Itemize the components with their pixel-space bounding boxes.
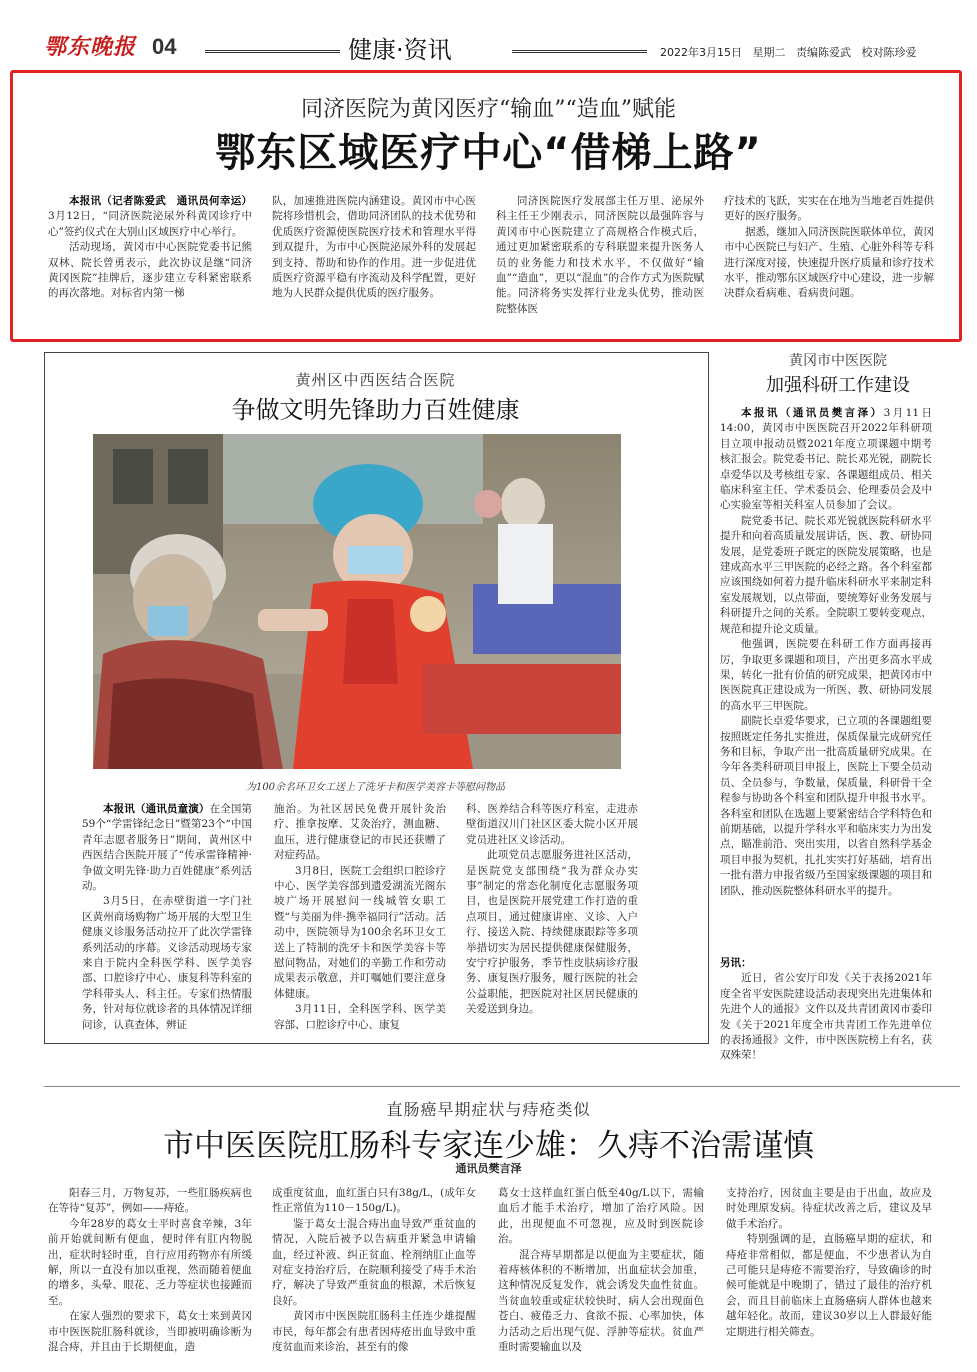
photo-caption: 为100余名环卫女工送上了洗牙卡和医学美容卡等慰问物品 bbox=[245, 782, 506, 793]
article2-text: 3月11日，全科医学科、医学美容部、口腔诊疗中心、康复 bbox=[274, 1003, 446, 1031]
issue-date: 2022年3月15日 bbox=[660, 46, 742, 59]
article1-text: 3月12日，“同济医院泌尿外科黄冈诊疗中心”签约仪式在大别山区域医疗中心举行。 bbox=[48, 210, 252, 238]
article3-text: 副院长卓爱华要求，已立项的各课题组要按照既定任务扎实推进，保质保量完成研究任务和目标，争取产出一批高质量研究成果。在今年各类科研项目申报上，医院上下要全员动员、全员参与，争数量，保质量，科研骨干全程参与协助各个科室和团队提升申报书水平。各科室和团队在选题上要紧密结合学科特色和前期基础，以提升学科水平和临床实力为出发点，瞄准前沿、突出实用，以省自然科学基金项目申报为契机，扎扎实实打好基础，培育出一批有潜力申报省级乃至国家级课题的项目和团队，推动医院整体科研水平的提升。 bbox=[720, 715, 932, 897]
article1-text: 疗技术的飞跃，实实在在地为当地老百姓提供更好的医疗服务。 bbox=[724, 195, 934, 223]
article1-subtitle: 同济医院为黄冈医疗“输血”“造血”赋能 bbox=[301, 97, 676, 122]
article1-col1 bbox=[48, 194, 252, 324]
article3-text: 他强调，医院要在科研工作方面再接再厉，争取更多课题和项目，产出更多高水平成果，转化一批有价值的研究成果，把黄冈市中医医院真正建设成为一所医、教、研协同发展的高水平三甲医院。 bbox=[720, 638, 932, 712]
article3-text: 3月11日14:00，黄冈市中医医院召开2022年科研项目立项申报动员暨2021年度立项课题中期考核汇报会。院党委书记、院长邓光锐，副院长卓爱华以及考核组专家、各课题组成员、相关临床科室主任、学术委员会、伦理委员会及中心实验室等相关科室人员参加了会议。 bbox=[720, 407, 932, 512]
newspaper-logo: 鄂东晚报 bbox=[44, 34, 137, 60]
article4-text: 特别强调的是，直肠癌早期的症状，和痔疮非常相似，都是便血，不少患者认为自己可能只是痔疮不需要治疗，导致确诊的时候可能就是中晚期了，错过了最佳的治疗机会，而且目前临床上直肠癌病人群体也越来越年轻化。故而，建议30岁以上人群最好能定期进行相关筛查。 bbox=[726, 1233, 932, 1338]
article4-text: 支持治疗，因贫血主要是由于出血，故应及时处理原发病。待症状改善之后，建议及早做手术治疗。 bbox=[726, 1187, 932, 1230]
article1-col4 bbox=[724, 194, 934, 324]
article3-byline: 本报讯（通讯员樊言泽） bbox=[741, 407, 884, 419]
dateline bbox=[660, 44, 917, 60]
volunteer-photo-illustration bbox=[93, 434, 621, 769]
article4-col2 bbox=[272, 1186, 476, 1366]
article4-text: 今年28岁的葛女士平时喜食辛辣，3年前开始就间断有便血，便时伴有肛内物脱出，症状时轻时重，自行应用药物亦有所缓解，所以一直没有加以重视，然而随着便血的增多，头晕、眼花、乏力等症状也接踵而至。 bbox=[48, 1217, 252, 1307]
article4-text: 混合痔早期都是以便血为主要症状，随着痔核体积的不断增加，出血症状会加重，这种情况反复发作，就会诱发失血性贫血。当贫血较重或症状较快时，病人会出现面色苍白、疲倦乏力、食欲不振、心率加快，体力活动之后出现气促、浮肿等症状。贫血严重时需要输血以及 bbox=[498, 1248, 704, 1354]
article4-col4 bbox=[726, 1186, 932, 1366]
article4-byline: 通讯员樊言泽 bbox=[455, 1162, 522, 1175]
article1-col2 bbox=[272, 194, 476, 324]
article2-text: 3月8日，医院工会组织口腔诊疗中心、医学美容部到遗爱湖流光阁东坡广场开展慰问一线城管女职工暨“与美丽为伴·携幸福同行”活动。活动中，医院领导为100余名环卫女工送上了特制的洗牙卡和医学美容卡等慰问物品，对她们的辛勤工作和劳动成果表示敬意，并叮嘱她们要注意身体健康。 bbox=[274, 864, 446, 1000]
article2-col2 bbox=[274, 802, 446, 1034]
extra-news-label: 另讯： bbox=[720, 957, 752, 969]
article4-text: 鉴于葛女士混合痔出血导致严重贫血的情况，入院后被予以告病重并紧急申请输血，经过补液、纠正贫血、栓剂纳肛止血等对症支持治疗后，在院顺利接受了痔手术治疗，解决了导致严重贫血的根源，术后恢复良好。 bbox=[272, 1217, 476, 1307]
article2-subtitle: 黄州区中西医结合医院 bbox=[295, 371, 456, 389]
article2-col1 bbox=[82, 802, 252, 1034]
article3-title: 加强科研工作建设 bbox=[766, 375, 910, 396]
article4-text: 在家人强烈的要求下，葛女士来到黄冈市中医医院肛肠科就诊，当即被明确诊断为混合痔，并且由于长期便血，造 bbox=[48, 1310, 252, 1354]
article4-text: 成重度贫血，血红蛋白只有38g/L，(成年女性正常值为110－150g/L)。 bbox=[272, 1187, 476, 1215]
article1-col3 bbox=[496, 194, 704, 324]
article4-col3 bbox=[498, 1186, 704, 1366]
article3-extra bbox=[720, 956, 932, 1068]
article4-text: 葛女士这样血红蛋白低至40g/L以下，需输血后才能手术治疗，增加了治疗风险。因此，出现便血不可忽视，应及时到医院诊治。 bbox=[498, 1187, 704, 1246]
article3-text: 近日，省公安厅印发《关于表扬2021年度全省平安医院建设活动表现突出先进集体和先进个人的通报》文件以及共青团黄冈市委印发《关于2021年度全市共青团工作先进单位的表扬通报》文件，市中医医院榜上有名，获双殊荣！ bbox=[720, 972, 932, 1062]
article4-text: 黄冈市中医医院肛肠科主任连少雄提醒市民，每年都会有患者因痔疮出血导致中重度贫血而来诊治，甚至有的像 bbox=[272, 1310, 476, 1354]
article4-title: 市中医医院肛肠科专家连少雄：久痔不治需谨慎 bbox=[163, 1128, 814, 1164]
editor-credit: 责编陈爱武 bbox=[796, 46, 851, 59]
article2-text: 科、医养结合科等医疗科室，走进赤壁街道汉川门社区区委大院小区开展党员进社区义诊活动。 bbox=[466, 803, 638, 846]
news-photo bbox=[93, 434, 621, 769]
article2-col3 bbox=[466, 802, 638, 1034]
article2-text: 施治。为社区居民免费开展针灸治疗、推拿按摩、艾灸治疗，测血糖、血压，进行健康登记的市民还获赠了对症药品。 bbox=[274, 803, 446, 862]
article1-byline: 本报讯（记者陈爱武 通讯员何幸运） bbox=[69, 195, 252, 207]
article3-body bbox=[720, 406, 932, 954]
article1-text: 活动现场，黄冈市中心医院党委书记熊双林、院长曾勇表示，此次协议是继“同济黄冈医院”挂牌后，逐步建立专科紧密联系的再次落地。对标省内第一梯 bbox=[48, 241, 252, 300]
masthead-rule-left bbox=[205, 50, 340, 53]
article2-text: 3月5日，在赤壁街道一字门社区黄州商场购物广场开展的大型卫生健康义诊服务活动拉开了此次学雷锋系列活动的序幕。义诊活动现场专家来自于院内全科医学科、医学美容部、口腔诊疗中心、康复科等科室的学科带头人、科主任。专家们热情服务，针对每位就诊者的具体情况详细问诊，认真查体，辨证 bbox=[82, 895, 252, 1031]
section-title: 健康·资讯 bbox=[348, 36, 452, 64]
article4-text: 阳春三月，万物复苏，一些肛肠疾病也在等待“复苏”，例如——痔疮。 bbox=[48, 1187, 252, 1215]
article2-title: 争做文明先锋助力百姓健康 bbox=[231, 396, 520, 424]
article1-title: 鄂东区域医疗中心“借梯上路” bbox=[215, 130, 762, 176]
issue-weekday: 星期二 bbox=[752, 46, 786, 59]
article2-text: 在全国第59个“学雷锋纪念日”暨第23个“中国青年志愿者服务日”期间，黄州区中西医结合医院开展了“传承雷锋精神·争做文明先锋·助力百姓健康”系列活动。 bbox=[82, 803, 252, 893]
article1-text: 同济医院医疗发展部主任万里、泌尿外科主任王少刚表示，同济医院以最强阵容与黄冈市中心医院建立了高规格合作模式后，通过更加紧密联系的专科联盟来提升医务人员的业务能力和技术水平，不仅做好“输血”“造血”，更以“混血”的合作方式为医院赋能。同济将务实发挥行业龙头优势，推动医院整体医 bbox=[496, 195, 704, 315]
article3-subtitle: 黄冈市中医医院 bbox=[789, 353, 887, 369]
section-divider bbox=[44, 1086, 960, 1087]
masthead-rule-right bbox=[512, 50, 647, 53]
article1-text: 队，加速推进医院内涵建设。黄冈市中心医院将珍惜机会，借助同济团队的技术优势和优质医疗资源使医院医疗技术和管理水平得到双提升，为市中心医院泌尿外科的发展起到支持、帮助和协作的作用。进一步促进优质医疗资源平稳有序流动及科学配置，更好地为人民群众提供优质的医疗服务。 bbox=[272, 195, 476, 300]
article4-col1 bbox=[48, 1186, 252, 1366]
article2-text: 此项党员志愿服务进社区活动，是医院党支部围绕“我为群众办实事”制定的常态化制度化志愿服务项目，也是医院开展党建工作打造的重点项目，通过健康讲座、义诊、入户行、接送入院、持续健康跟踪等多项举措切实为居民提供健康保健服务，安宁疗护服务，季节性皮肤病诊疗服务、康复医疗服务，履行医院的社会公益职能，把医院对社区居民健康的关爱送到身边。 bbox=[466, 849, 638, 1016]
proofreader-credit: 校对陈珍爱 bbox=[861, 46, 917, 59]
page-number: 04 bbox=[152, 34, 177, 59]
article1-text: 据悉，继加入同济医院医联体单位，黄冈市中心医院已与妇产、生殖、心脏外科等专科进行深度对接，快速提升医疗质量和诊疗技术水平，推动鄂东区域医疗中心建设，进一步解决群众看病难、看病贵问题。 bbox=[724, 225, 934, 300]
article4-subtitle: 直肠癌早期症状与痔疮类似 bbox=[386, 1100, 591, 1119]
article3-text: 院党委书记、院长邓光锐就医院科研水平提升和向着高质量发展讲话，医、教、研协同发展，是党委班子既定的医院发展策略，也是建成高水平三甲医院的必经之路。各个科室都应该围绕如何着力提升临床科研水平来制定科室发展规划，以点带面，要统筹好业务发展与科研提升之间的关系。全院职工要转变观点，规范和提升论文质量。 bbox=[720, 514, 932, 635]
article2-byline: 本报讯（通讯员童演） bbox=[103, 803, 210, 815]
